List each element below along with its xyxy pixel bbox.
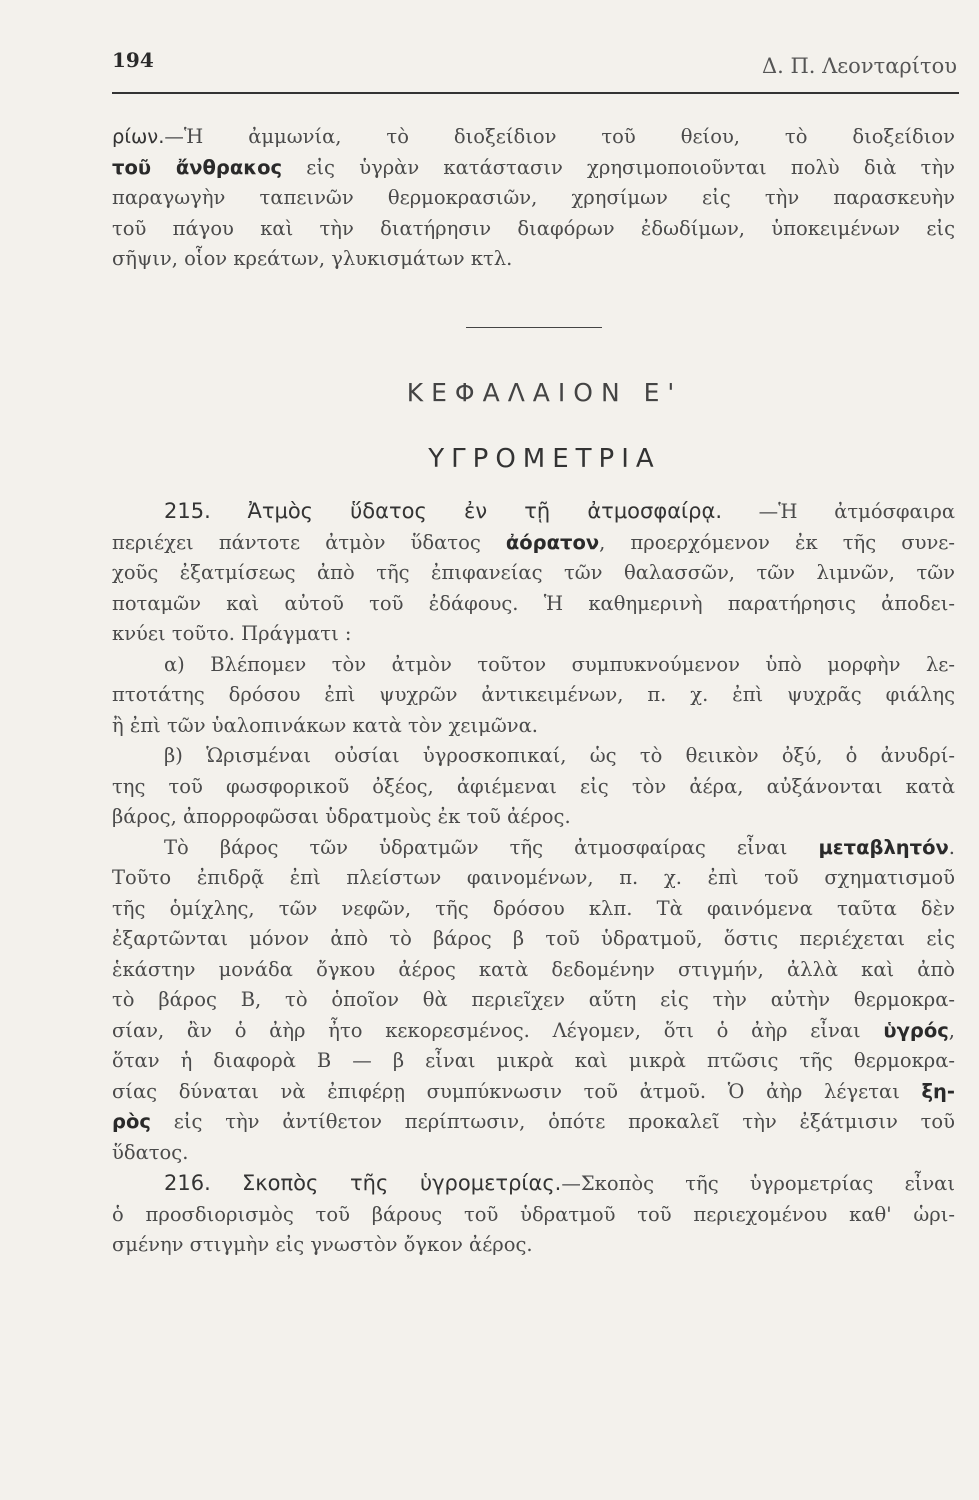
text-line: ἢ ἐπὶ τῶν ὑαλοπινάκων κατὰ τὸν χειμῶνα. (112, 713, 538, 737)
text-line: τοῦ ἄνθρακος εἰς ὑγρὰν κατάστασιν χρησιμοποιοῦνται πολὺ διὰ τὴν (112, 155, 955, 179)
page-number: 194 (112, 48, 154, 72)
text-line: β) Ὡρισμέναι οὐσίαι ὑγροσκοπικαί, ὡς τὸ θειικὸν ὀξύ, ὁ ἀνυδρί- (164, 744, 955, 767)
section-number: 216. (164, 1171, 211, 1195)
section-215 (112, 496, 955, 1261)
text-line: κνύει τοῦτο. Πράγματι : (112, 622, 352, 645)
text-line: ὁ προσδιορισμὸς τοῦ βάρους τοῦ ὑδρατμοῦ τοῦ περιεχομένου καθ' ὡρι- (112, 1202, 955, 1226)
text-line: ἑκάστην μονάδα ὄγκου ἀέρος κατὰ δεδομένην στιγμήν, ἀλλὰ καὶ ἀπὸ (112, 957, 955, 981)
text-line: πτοτάτης δρόσου ἐπὶ ψυχρῶν ἀντικειμένων, π. χ. ἐπὶ ψυχρᾶς φιάλης (112, 683, 955, 706)
text-line: βάρος, ἀπορροφῶσαι ὑδρατμοὺς ἐκ τοῦ ἀέρος. (112, 805, 571, 828)
text-line: ὕδατος. (112, 1140, 189, 1164)
chapter-label: ΚΕΦΑΛΑΙΟΝ Ε' (406, 378, 683, 407)
text-line: ὅταν ἡ διαφορὰ Β — β εἶναι μικρὰ καὶ μικρὰ πτῶσις τῆς θερμοκρα- (112, 1049, 955, 1072)
text-line: σῆψιν, οἷον κρεάτων, γλυκισμάτων κτλ. (112, 247, 513, 270)
text-line: τῆς ὁμίχλης, τῶν νεφῶν, τῆς δρόσου κλπ. Τὰ φαινόμενα ταῦτα δὲν (112, 896, 955, 920)
section-divider (466, 327, 602, 328)
text-line: σίας δύναται νὰ ἐπιφέρῃ συμπύκνωσιν τοῦ ἀτμοῦ. Ὁ ἀὴρ λέγεται ξη- (112, 1079, 955, 1103)
text-line: τὸ βάρος Β, τὸ ὁποῖον θὰ περιεῖχεν αὕτη εἰς τὴν αὐτὴν θερμοκρα- (112, 988, 955, 1011)
text-line: χοῦς ἐξατμίσεως ἀπὸ τῆς ἐπιφανείας τῶν θαλασσῶν, τῶν λιμνῶν, τῶν (112, 561, 955, 584)
section-heading-line: 215. Ἀτμὸς ὕδατος ἐν τῇ ἀτμοσφαίρᾳ. —Ἡ ἀτμόσφαιρα (164, 499, 955, 523)
text-line: Τὸ βάρος τῶν ὑδρατμῶν τῆς ἀτμοσφαίρας εἶναι μεταβλητόν. (164, 835, 955, 859)
text-line: σίαν, ἂν ὁ ἀὴρ ἦτο κεκορεσμένος. Λέγομεν, ὅτι ὁ ἀὴρ εἶναι ὑγρός, (112, 1018, 955, 1042)
page-header (112, 42, 957, 86)
text-line: της τοῦ φωσφορικοῦ ὀξέος, ἀφιέμεναι εἰς τὸν ἀέρα, αὐξάνονται κατὰ (112, 774, 955, 798)
text-line: σμένην στιγμὴν εἰς γνωστὸν ὄγκον ἀέρος. (112, 1233, 533, 1256)
section-number: 215. (164, 499, 211, 523)
text-line: α) Βλέπομεν τὸν ἀτμὸν τοῦτον συμπυκνούμενον ὑπὸ μορφὴν λε- (164, 652, 955, 676)
text-line: ἐξαρτῶνται μόνον ἀπὸ τὸ βάρος β τοῦ ὑδρατμοῦ, ὅστις περιέχεται εἰς (112, 927, 955, 950)
text-line: τοῦ πάγου καὶ τὴν διατήρησιν διαφόρων ἐδωδίμων, ὑποκειμένων εἰς (112, 216, 955, 240)
section-216-heading-line: 216. Σκοπὸς τῆς ὑγρομετρίας.—Σκοπὸς τῆς ὑγρομετρίας εἶναι (164, 1171, 955, 1195)
section-title: Σκοπὸς τῆς ὑγρομετρίας. (241, 1171, 562, 1195)
header-rule (112, 92, 959, 94)
text-line: ρὸς εἰς τὴν ἀντίθετον περίπτωσιν, ὁπότε προκαλεῖ τὴν ἐξάτμισιν τοῦ (112, 1110, 955, 1133)
text-line: Τοῦτο ἐπιδρᾷ ἐπὶ πλείστων φαινομένων, π. χ. ἐπὶ τοῦ σχηματισμοῦ (112, 866, 955, 889)
running-head: Δ. Π. Λεονταρίτου (761, 54, 957, 78)
section-title: Ἀτμὸς ὕδατος ἐν τῇ ἀτμοσφαίρᾳ. (247, 499, 722, 523)
text-line: περιέχει πάντοτε ἀτμὸν ὕδατος ἀόρατον, προερχόμενον ἐκ τῆς συνε- (112, 530, 955, 554)
chapter-title: ΥΓΡΟΜΕΤΡΙΑ (428, 444, 661, 474)
text-line: ποταμῶν καὶ αὐτοῦ τοῦ ἐδάφους. Ἡ καθημερινὴ παρατήρησις ἀποδει- (112, 591, 955, 615)
text-line: παραγωγὴν ταπεινῶν θερμοκρασιῶν, χρησίμων εἰς τὴν παρασκευὴν (112, 186, 955, 209)
continued-paragraph (112, 122, 955, 275)
text-line: ρίων.—Ἡ ἀμμωνία, τὸ διοξείδιον τοῦ θείου, τὸ διοξείδιον (112, 125, 955, 148)
